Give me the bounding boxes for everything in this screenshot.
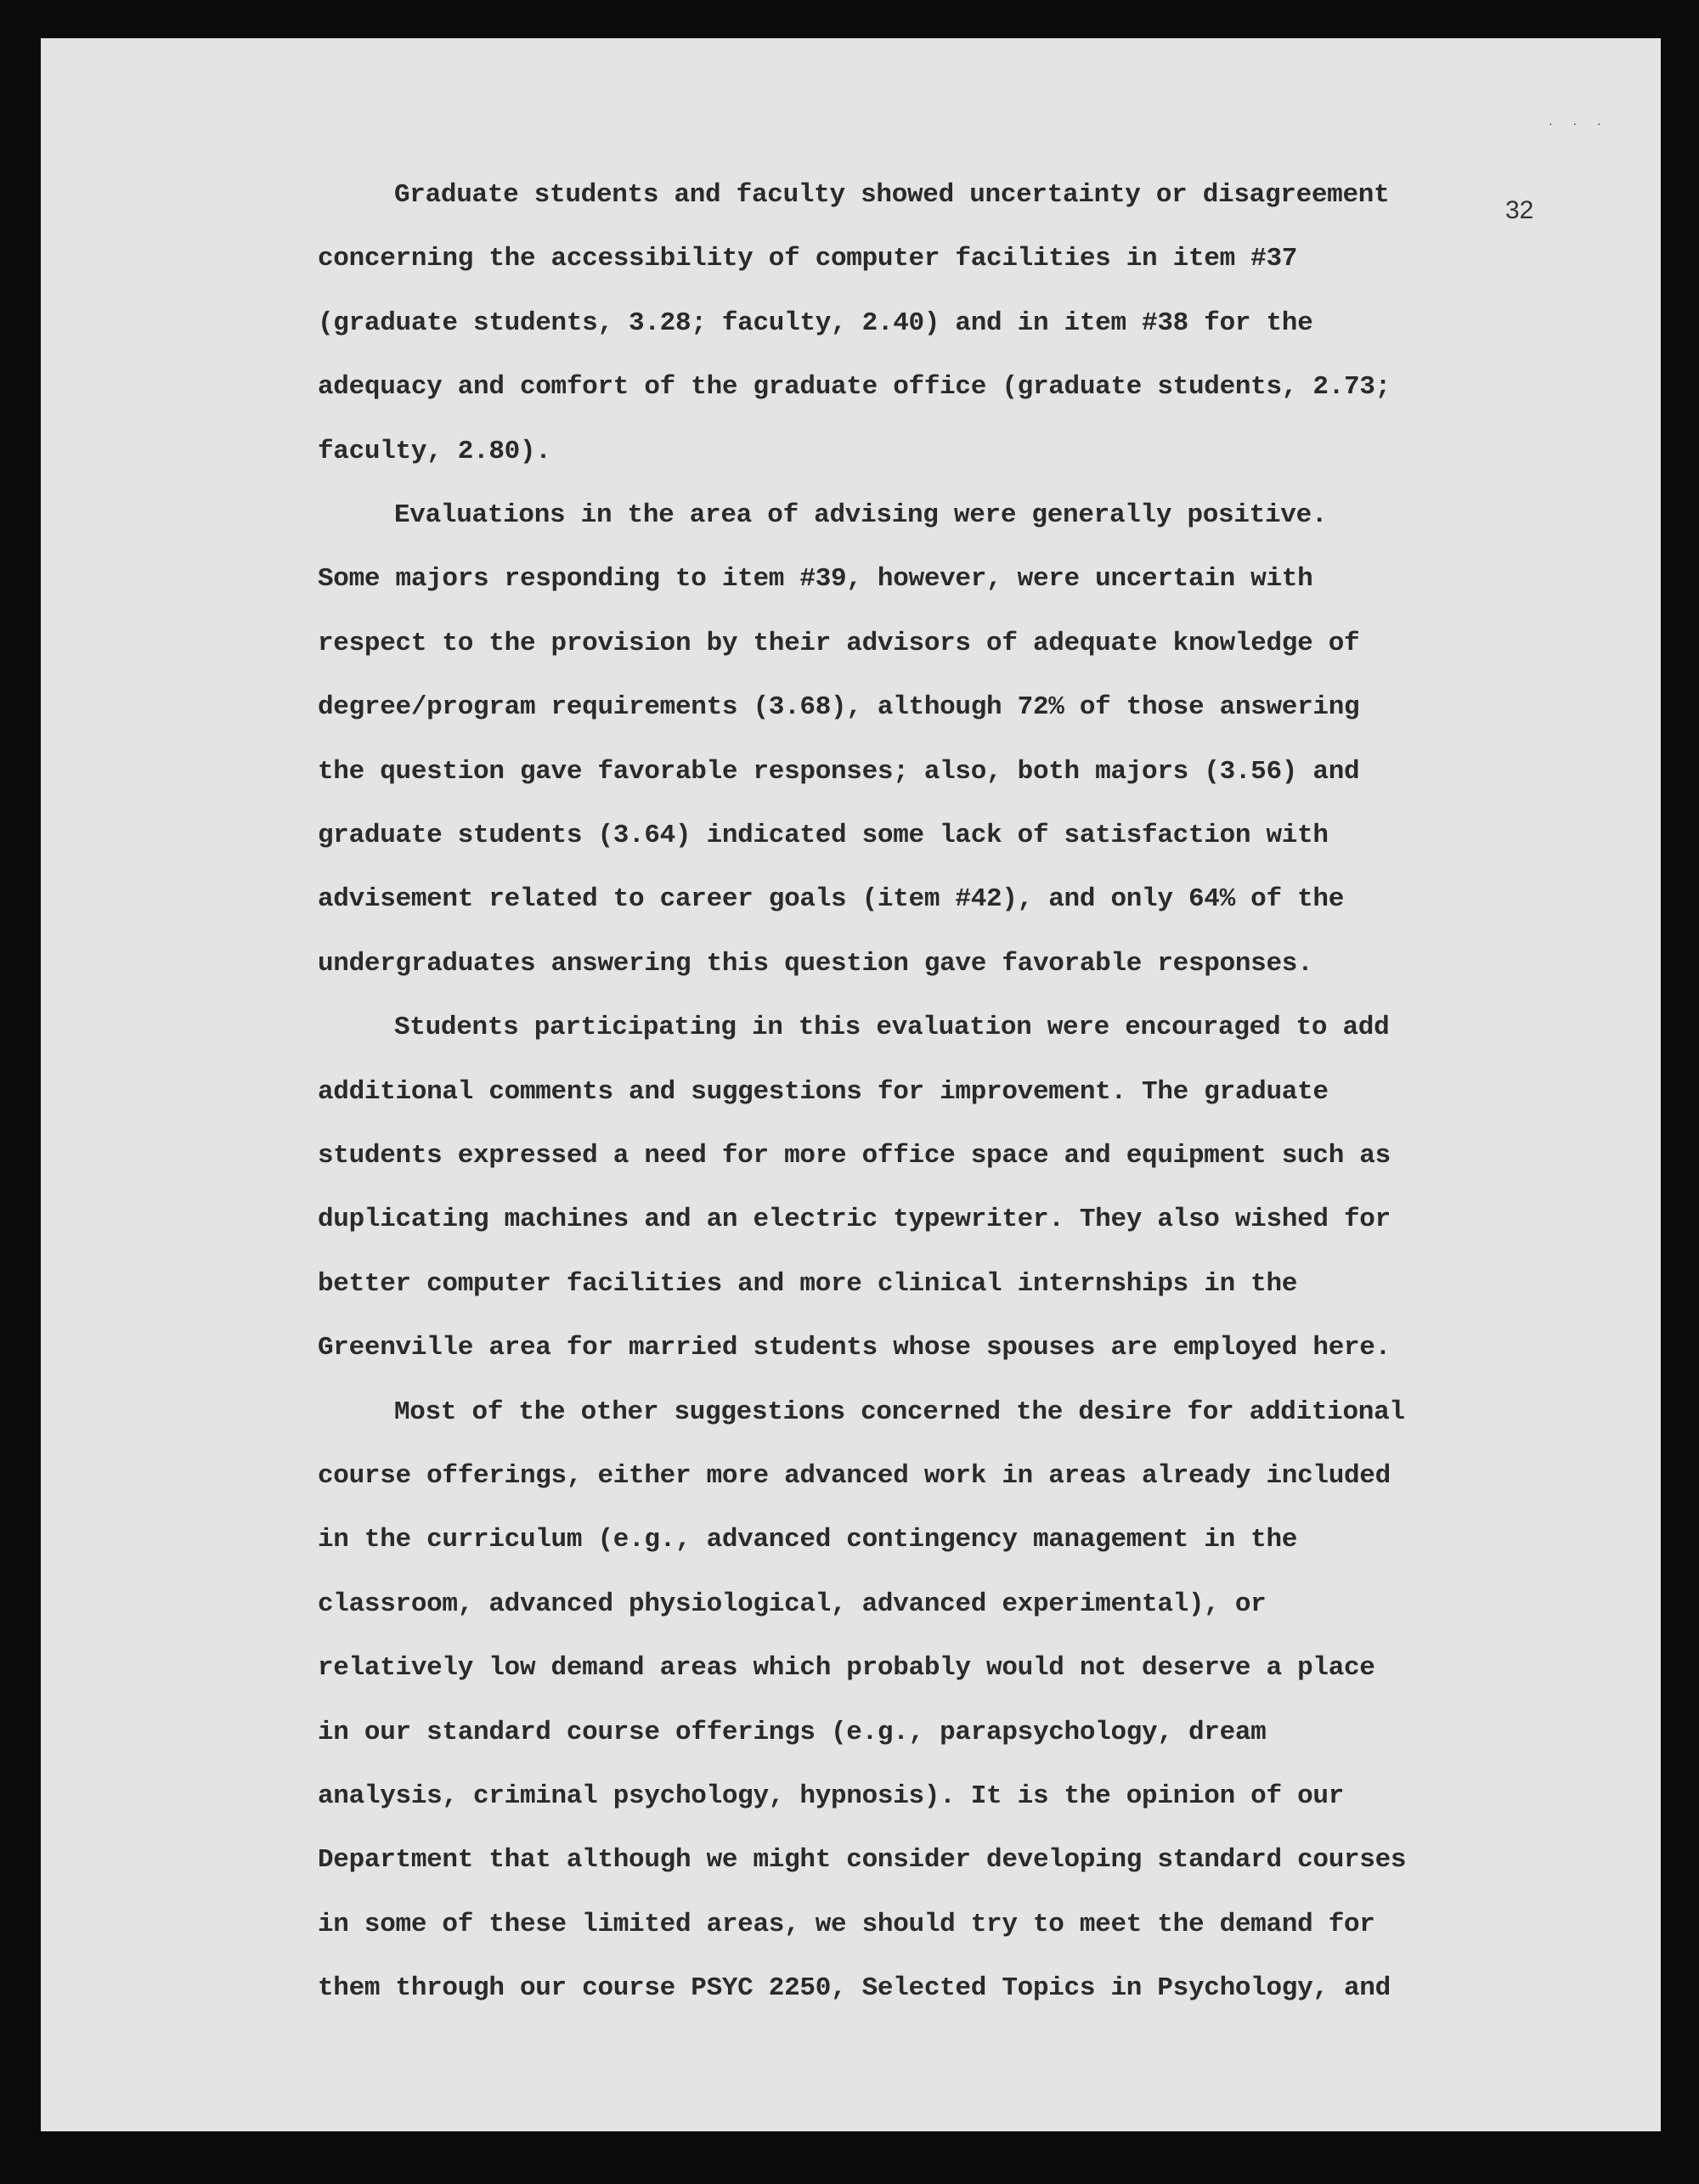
text-line: adequacy and comfort of the graduate office (graduate students, 2.73; [318,372,1391,403]
text-line: concerning the accessibility of computer facilities in item #37 [318,244,1298,274]
text-line: duplicating machines and an electric typewriter. They also wished for [318,1205,1391,1235]
text-line: additional comments and suggestions for improvement. The graduate [318,1076,1329,1107]
text-line: respect to the provision by their advisors of adequate knowledge of [318,628,1360,658]
paragraph-first-line: Graduate students and faculty showed uncertainty or disagreement [394,180,1390,210]
text-line: degree/program requirements (3.68), although 72% of those answering [318,692,1360,723]
paragraph-first-line: Students participating in this evaluation were encouraged to add [394,1013,1390,1043]
text-line: in some of these limited areas, we should try to meet the demand for [318,1909,1375,1939]
text-line: Some majors responding to item #39, however, were uncertain with [318,564,1313,595]
text-line: classroom, advanced physiological, advanced experimental), or [318,1589,1267,1619]
text-line: course offerings, either more advanced work in areas already included [318,1461,1391,1491]
document-page [41,38,1661,2131]
text-line: graduate students (3.64) indicated some lack of satisfaction with [318,821,1329,850]
text-line: Department that although we might consider developing standard courses [318,1845,1407,1876]
text-line: Greenville area for married students whose spouses are employed here. [318,1333,1391,1363]
paragraph-first-line: Evaluations in the area of advising were generally positive. [394,500,1328,530]
text-line: better computer facilities and more clinical internships in the [318,1268,1298,1299]
text-line: in our standard course offerings (e.g., parapsychology, dream [318,1717,1267,1747]
text-line: the question gave favorable responses; also, both majors (3.56) and [318,756,1360,787]
text-line: relatively low demand areas which probably would not deserve a place [318,1653,1375,1684]
text-line: them through our course PSYC 2250, Selected Topics in Psychology, and [318,1973,1391,2004]
text-line: faculty, 2.80). [318,436,551,466]
text-line: in the curriculum (e.g., advanced contingency management in the [318,1525,1298,1555]
page-number: 32 [1505,196,1534,224]
text-line: undergraduates answering this question gave favorable responses. [318,948,1313,979]
scan-specks: · · · [1549,116,1610,130]
text-line: advisement related to career goals (item #42), and only 64% of the [318,884,1345,915]
text-line: (graduate students, 3.28; faculty, 2.40) and in item #38 for the [318,308,1313,338]
paragraph-first-line: Most of the other suggestions concerned the desire for additional [394,1397,1405,1427]
text-line: students expressed a need for more office space and equipment such as [318,1141,1391,1171]
text-line: analysis, criminal psychology, hypnosis). It is the opinion of our [318,1781,1345,1811]
